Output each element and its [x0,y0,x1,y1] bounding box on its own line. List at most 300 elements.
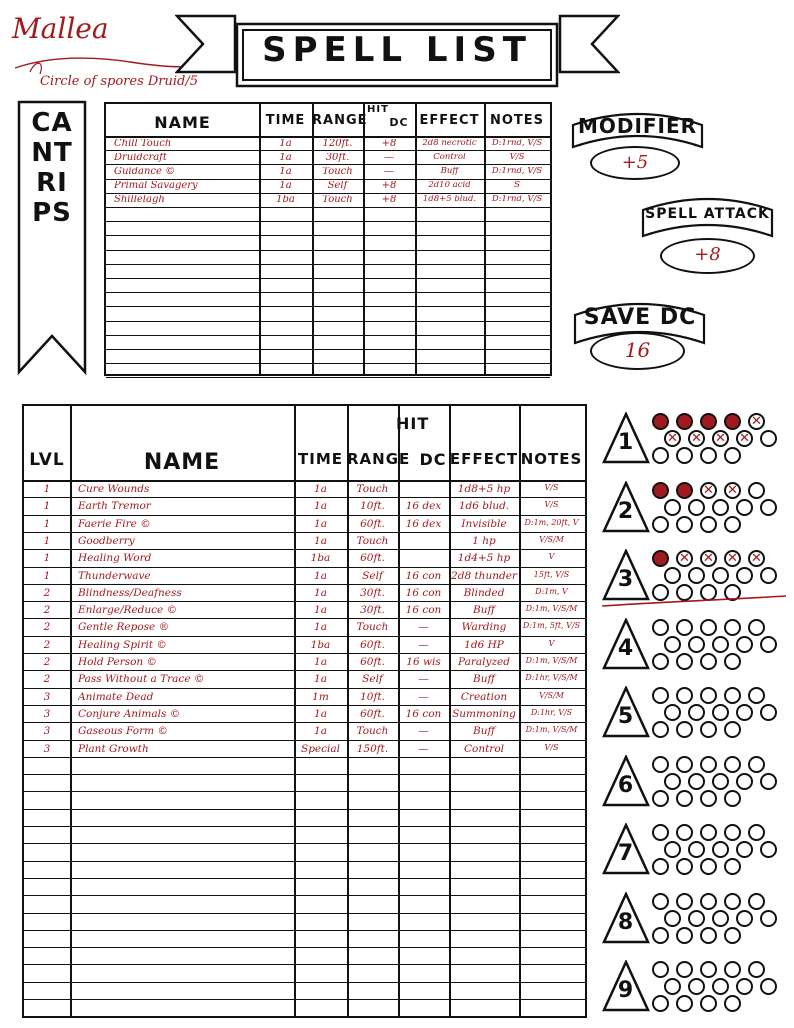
spell-hitdc: 16 con [405,708,442,720]
spell-slot-circle[interactable] [652,893,669,910]
spell-name: Animate Dead [78,691,154,703]
header-dc: DC [389,116,409,129]
spell-name: Gaseous Form © [78,726,168,737]
spell-slot-circle[interactable] [736,910,753,927]
spell-slot-circle[interactable] [676,824,693,841]
spell-name: Pass Without a Trace © [78,674,205,685]
cantrip-effect: 2d10 acid [428,181,471,190]
row-rule [24,584,585,585]
cantrip-range: Touch [322,195,353,206]
slot-divider [600,592,790,612]
spell-slot-circle[interactable] [700,790,717,807]
spell-time: 1a [314,622,327,633]
slot-level-7 [600,821,790,883]
spell-hitdc: 16 dex [405,501,442,512]
spell-slot-circle[interactable] [652,721,669,738]
spell-slot-circle[interactable] [760,773,777,790]
spell-slot-circle[interactable] [700,619,717,636]
cantrip-effect: 2d8 necrotic [422,138,477,147]
spell-slot-circle[interactable] [652,516,669,533]
spell-notes: V/S [544,501,559,510]
spell-effect: Summoning [452,708,516,720]
spell-effect: 2d8 thunder [451,570,517,581]
slot-level-number: 3 [617,567,635,592]
slot-level-4 [600,616,790,678]
spell-slot-circle[interactable] [724,756,741,773]
spell-hitdc: 16 con [405,605,442,616]
spell-notes: D:1m, V/S/M [525,657,578,665]
spell-slot-circle[interactable] [736,841,753,858]
row-rule [106,221,550,222]
spell-slot-circle[interactable] [724,619,741,636]
spell-lvl: 1 [43,518,51,530]
spell-slot-circle[interactable] [748,482,765,499]
slot-level-8 [600,890,790,952]
spell-slot-circle[interactable] [676,516,693,533]
header-range: RANGE [312,113,368,128]
row-rule [24,982,585,983]
spell-slot-circle[interactable] [724,687,741,704]
spell-slot-circle[interactable] [676,447,693,464]
cantrip-time: 1a [279,166,292,177]
spell-time: 1a [314,587,327,599]
cantrip-name: Chill Touch [114,138,172,149]
spell-slot-circle[interactable] [700,447,717,464]
spell-slot-circle[interactable] [676,961,693,978]
spell-slot-circle[interactable] [652,790,669,807]
spell-slot-circle[interactable] [760,567,777,584]
spell-slot-circle[interactable] [652,619,669,636]
row-rule [106,164,550,165]
spell-range: 30ft. [360,587,385,599]
spell-slot-circle[interactable] [664,704,681,721]
spell-hitdc: — [418,726,429,737]
row-rule [24,549,585,550]
spell-lvl: 3 [43,743,51,754]
header-notes: NOTES [489,113,545,128]
spell-name: Cure Wounds [78,484,150,495]
cantrips-table [104,102,552,376]
row-rule [24,705,585,706]
spell-slot-circle[interactable] [748,687,765,704]
spell-lvl: 2 [43,639,51,651]
spell-attack-label: SPELL ATTACK [645,206,770,222]
cantrip-hitdc: +8 [381,138,397,149]
spell-notes: D:1m, V/S/M [525,726,578,735]
spell-slot-circle[interactable] [700,995,717,1012]
cantrip-time: 1ba [276,195,295,206]
spell-slot-circle[interactable] [748,619,765,636]
header-effect: EFFECT [419,113,480,128]
row-rule [24,740,585,741]
spell-effect: Blinded [463,587,505,599]
cantrip-name: Primal Savagery [114,181,198,192]
spell-slot-circle[interactable] [700,756,717,773]
spell-slot-circle[interactable] [700,516,717,533]
spell-slot-circle[interactable] [724,516,741,533]
spell-hitdc: 16 con [405,587,442,599]
spell-hitdc: — [418,691,429,703]
spell-slot-circle[interactable] [712,841,729,858]
spell-slot-circle[interactable] [760,430,777,447]
spell-slots [600,405,790,1020]
spell-effect: 1d6 HP [464,639,504,651]
spell-slot-circle[interactable] [700,927,717,944]
page-title: SPELL LIST [262,30,532,70]
spell-slot-circle[interactable] [748,961,765,978]
row-rule [106,349,550,350]
header-dc: DC [419,450,447,469]
cantrip-notes: D:1rnd, V/S [491,138,543,147]
cantrip-notes: D:1rnd, V/S [491,166,543,176]
spell-time: 1m [312,691,329,703]
spell-slot-circle[interactable] [652,550,669,567]
spell-slot-circle[interactable] [748,756,765,773]
spell-name: Earth Tremor [78,501,151,512]
spell-slot-circle[interactable] [712,773,729,790]
spell-slot-circle[interactable] [664,636,681,653]
spell-lvl: 2 [43,605,51,616]
spell-slot-circle[interactable] [676,927,693,944]
row-rule [24,497,585,498]
spell-slot-circle[interactable] [712,636,729,653]
row-rule [24,947,585,948]
row-rule [106,363,550,364]
spell-time: 1a [314,605,327,616]
header-lvl: LVL [29,450,65,470]
spell-name: Healing Word [78,553,152,564]
spell-hitdc: — [418,743,429,754]
spell-slot-circle[interactable] [676,653,693,670]
spell-slot-circle[interactable] [760,704,777,721]
spell-name: Plant Growth [78,743,149,754]
cantrip-name: Druidcraft [114,152,167,163]
spell-slot-circle[interactable] [676,482,693,499]
spell-slot-circle[interactable] [712,978,729,995]
row-rule [106,235,550,236]
slot-level-number: 1 [617,430,635,455]
spell-slot-circle[interactable] [736,499,753,516]
spell-slot-circle[interactable] [652,653,669,670]
cantrip-range: 30ft. [325,152,350,163]
used-slot-mark: ✕ [727,551,738,566]
spell-time: 1a [314,674,327,685]
spell-effect: Invisible [461,518,507,530]
spell-time: Special [301,743,340,754]
spell-effect: Buff [473,726,495,737]
spell-slot-circle[interactable] [688,978,705,995]
spell-slot-circle[interactable] [724,995,741,1012]
spell-slot-circle[interactable] [676,413,693,430]
spell-slot-circle[interactable] [676,858,693,875]
row-rule [106,250,550,251]
spell-effect: Warding [461,622,507,633]
slot-level-number: 6 [617,772,635,798]
spell-slot-circle[interactable] [676,790,693,807]
spell-slot-circle[interactable] [664,841,681,858]
cantrip-effect: 1d8+5 blud. [422,195,477,204]
spell-time: 1a [314,657,327,668]
spell-slot-circle[interactable] [712,704,729,721]
spell-slot-circle[interactable] [652,995,669,1012]
spell-range: 60ft. [360,657,385,668]
spell-slot-circle[interactable] [760,636,777,653]
spell-slot-circle[interactable] [664,567,681,584]
cantrip-notes: S [514,181,520,190]
cantrip-name: Guidance © [114,166,176,177]
row-rule [24,636,585,637]
row-rule [24,999,585,1000]
spell-slot-circle[interactable] [688,567,705,584]
spells-table [22,404,587,1018]
spell-slot-circle[interactable] [724,927,741,944]
spell-slot-circle[interactable] [724,961,741,978]
spell-slot-circle[interactable] [652,687,669,704]
spell-time: 1a [314,726,327,737]
cantrip-hitdc: +8 [381,195,397,206]
row-rule [106,207,550,208]
spell-slot-circle[interactable] [736,636,753,653]
used-slot-mark: ✕ [703,482,714,498]
row-rule [24,688,585,689]
spell-slot-circle[interactable] [748,893,765,910]
spell-effect: 1 hp [472,535,496,547]
spell-slot-circle[interactable] [724,653,741,670]
spell-range: 60ft. [360,553,385,564]
spell-slot-circle[interactable] [676,893,693,910]
row-rule [24,722,585,723]
row-rule [106,179,550,180]
spell-range: 60ft. [360,639,385,651]
spell-lvl: 3 [43,726,51,737]
spell-range: 10ft. [360,501,385,512]
spell-slot-circle[interactable] [748,824,765,841]
spell-lvl: 1 [43,570,51,581]
spell-slot-circle[interactable] [676,756,693,773]
spell-slot-circle[interactable] [760,978,777,995]
cantrip-effect: Buff [440,166,459,176]
spell-slot-circle[interactable] [736,978,753,995]
spell-effect: 1d8+5 hp [457,484,511,495]
row-rule [24,567,585,568]
spell-slot-circle[interactable] [688,910,705,927]
spell-name: Goodberry [78,535,135,547]
spell-slot-circle[interactable] [688,704,705,721]
spell-lvl: 1 [43,501,51,512]
spell-notes: V/S [544,484,559,492]
header-notes: NOTES [520,450,583,468]
cantrip-time: 1a [279,138,292,149]
spell-slot-circle[interactable] [688,499,705,516]
row-rule [106,321,550,322]
spell-slot-circle[interactable] [700,893,717,910]
modifier-label: MODIFIER [577,114,698,138]
spell-name: Hold Person © [78,657,158,668]
spell-lvl: 2 [43,657,51,668]
spell-range: 60ft. [360,708,385,720]
spell-name: Healing Spirit © [78,639,167,651]
spell-slot-circle[interactable] [712,910,729,927]
spell-lvl: 2 [43,622,51,633]
spell-slot-circle[interactable] [700,858,717,875]
spell-slot-circle[interactable] [652,858,669,875]
spell-slot-circle[interactable] [688,773,705,790]
save-dc-label: SAVE DC [583,305,697,330]
spell-hitdc: 16 con [405,570,442,581]
spell-slot-circle[interactable] [676,619,693,636]
spell-effect: Control [463,743,505,754]
spell-slot-circle[interactable] [688,636,705,653]
spell-slot-circle[interactable] [700,687,717,704]
spell-time: 1ba [310,553,331,564]
spell-time: 1a [314,535,327,547]
spell-slot-circle[interactable] [760,499,777,516]
row-rule [24,653,585,654]
row-rule [24,532,585,533]
cantrip-hitdc: +8 [381,181,397,192]
slot-level-5 [600,684,790,746]
spell-slot-circle[interactable] [736,704,753,721]
spell-slot-circle[interactable] [724,721,741,738]
spell-name: Gentle Repose ® [78,622,170,633]
spell-notes: D:1m, 20ft, V [524,518,579,527]
spell-name: Conjure Animals © [78,708,181,720]
spell-slot-circle[interactable] [652,447,669,464]
spell-notes: 15ft, V/S [533,570,570,579]
used-slot-mark: ✕ [667,431,678,446]
spell-slot-circle[interactable] [700,824,717,841]
spell-slot-circle[interactable] [664,978,681,995]
header-name: NAME [143,450,221,475]
spell-hitdc: — [418,622,429,633]
spell-lvl: 1 [43,553,51,564]
spell-slot-circle[interactable] [676,995,693,1012]
spell-notes: D:1hr, V/S [530,708,573,717]
spell-notes: V/S/M [539,691,564,700]
row-rule [106,306,550,307]
used-slot-mark: ✕ [703,551,714,566]
cantrip-hitdc: — [384,166,394,177]
spell-notes: D:1hr, V/S/M [525,674,578,683]
slot-level-1 [600,410,790,472]
spell-slot-circle[interactable] [724,858,741,875]
row-rule [24,670,585,671]
save-dc-value: 16 [590,332,685,370]
spell-effect: 1d6 blud. [458,501,510,512]
spell-slot-circle[interactable] [700,721,717,738]
spell-time: 1a [314,570,327,581]
spell-slot-circle[interactable] [652,756,669,773]
cantrip-range: Touch [322,166,353,177]
spell-slot-circle[interactable] [736,567,753,584]
spell-range: 60ft. [360,518,385,530]
used-slot-mark: ✕ [751,551,762,566]
cantrip-range: Self [327,181,348,192]
spell-slot-circle[interactable] [652,482,669,499]
row-rule [24,843,585,844]
spell-lvl: 2 [43,587,51,599]
row-rule [106,292,550,293]
spell-slot-circle[interactable] [712,567,729,584]
slot-level-9 [600,958,790,1020]
spell-slot-circle[interactable] [736,773,753,790]
spell-notes: V [548,553,555,562]
used-slot-mark: ✕ [715,431,726,446]
spell-slot-circle[interactable] [760,910,777,927]
spell-slot-circle[interactable] [724,413,741,430]
spell-slot-circle[interactable] [724,790,741,807]
spell-slot-circle[interactable] [664,910,681,927]
cantrip-hitdc: — [384,152,394,163]
spell-slot-circle[interactable] [712,499,729,516]
spell-slot-circle[interactable] [676,721,693,738]
cantrip-notes: V/S [509,152,525,162]
spell-slot-circle[interactable] [676,687,693,704]
spell-slot-circle[interactable] [700,413,717,430]
spell-range: Touch [356,535,389,547]
spell-effect: Creation [460,691,508,703]
spell-slot-circle[interactable] [664,773,681,790]
spell-slot-circle[interactable] [688,841,705,858]
spell-slot-circle[interactable] [700,961,717,978]
spell-lvl: 1 [43,535,51,547]
row-rule [24,515,585,516]
spell-hitdc: — [418,639,429,651]
cantrip-time: 1a [279,152,292,163]
row-rule [24,878,585,879]
spell-notes: V/S [544,743,559,752]
spell-notes: V/S/M [539,535,564,544]
spell-slot-circle[interactable] [664,499,681,516]
cantrip-time: 1a [279,181,292,192]
row-rule [24,964,585,965]
spell-time: 1ba [310,639,331,651]
used-slot-mark: ✕ [691,431,702,446]
spell-lvl: 2 [43,674,51,685]
spell-slot-circle[interactable] [652,413,669,430]
spell-slot-circle[interactable] [652,961,669,978]
row-rule [106,150,550,151]
header-time: TIME [265,113,306,128]
spell-slot-circle[interactable] [760,841,777,858]
spell-time: 1a [314,484,327,495]
spell-slot-circle[interactable] [652,824,669,841]
cantrip-effect: Control [433,152,466,162]
spell-slot-circle[interactable] [724,824,741,841]
row-rule [24,601,585,602]
header-hit: HIT [396,414,430,433]
spell-time: 1a [314,518,327,530]
spell-slot-circle[interactable] [724,893,741,910]
used-slot-mark: ✕ [679,551,690,566]
header-time: TIME [298,450,343,468]
cantrip-name: Shillelagh [114,195,165,206]
row-rule [24,774,585,775]
row-rule [24,618,585,619]
spell-slot-circle[interactable] [724,447,741,464]
row-rule [106,278,550,279]
row-rule [106,193,550,194]
row-rule [106,335,550,336]
header-name: NAME [154,113,211,132]
spell-effect: 1d4+5 hp [457,553,511,564]
slot-level-number: 8 [617,909,635,935]
modifier-value: +5 [590,146,680,180]
spell-range: Self [362,570,383,581]
spell-slot-circle[interactable] [652,927,669,944]
spell-effect: Buff [473,674,495,685]
spell-slot-circle[interactable] [700,653,717,670]
